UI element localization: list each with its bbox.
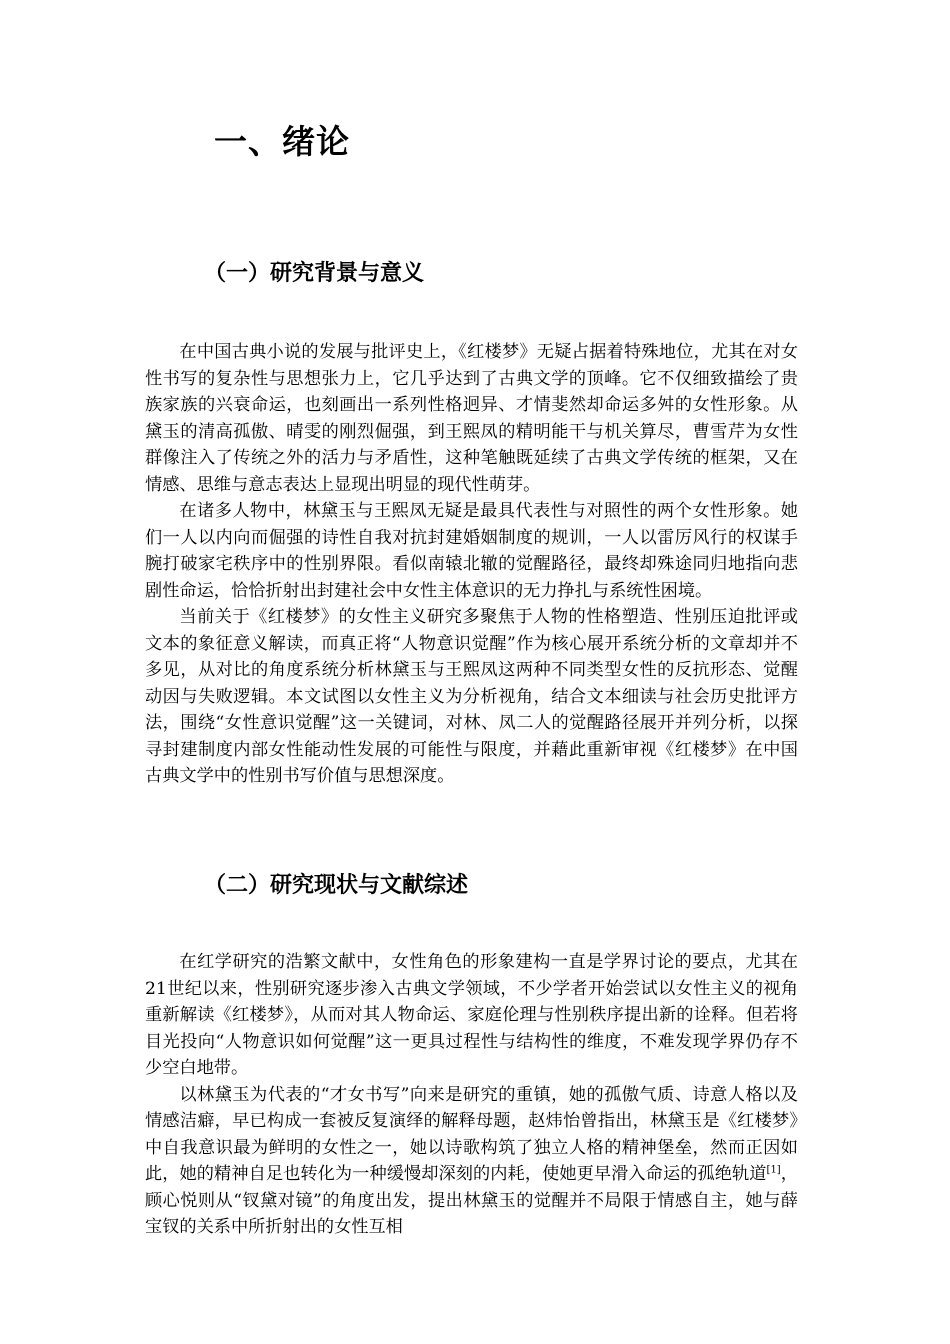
citation-marker[interactable]: [1] (766, 1164, 781, 1176)
paragraph: 当前关于《红楼梦》的女性主义研究多聚焦于人物的性格塑造、性别压迫批评或文本的象征意义解读，而真正将“人物意识觉醒”作为核心展开系统分析的文章却并不多见，从对比的角度系统分析林黛玉与王熙凤这两种不同类型女性的反抗形态、觉醒动因与失败逻辑。本文试图以女性主义为分析视角，结合文本细读与社会历史批评方法，围绕“女性意识觉醒”这一关键词，对林、凤二人的觉醒路径展开并列分析，以探寻封建制度内部女性能动性发展的可能性与限度，并藉此重新审视《红楼梦》在中国古典文学中的性别书写价值与思想深度。 (145, 607, 798, 786)
paragraph-with-citation (145, 1082, 798, 1241)
paragraph: 在红学研究的浩繁文献中，女性角色的形象建构一直是学界讨论的要点，尤其在21世纪以来，性别研究逐步渗入古典文学领域，不少学者开始尝试以女性主义的视角重新解读《红楼梦》，从而对其人物命运、家庭伦理与性别秩序提出新的诠释。但若将目光投向“人物意识如何觉醒”这一更具过程性与结构性的维度，不难发现学界仍存不少空白地带。 (145, 952, 798, 1078)
paragraph: 在中国古典小说的发展与批评史上，《红楼梦》无疑占据着特殊地位，尤其在对女性书写的复杂性与思想张力上，它几乎达到了古典文学的顶峰。它不仅细致描绘了贵族家族的兴衰命运，也刻画出一系列性格迥异、才情斐然却命运多舛的女性形象。从黛玉的清高孤傲、晴雯的刚烈倔强，到王熙凤的精明能干与机关算尽，曹雪芹为女性群像注入了传统之外的活力与矛盾性，这种笔触既延续了古典文学传统的框架，又在情感、思维与意志表达上显现出明显的现代性萌芽。 (145, 342, 798, 495)
section-heading-background: （一）研究背景与意义 (204, 261, 425, 286)
section-body-background (145, 339, 798, 790)
section-heading-literature-review: （二）研究现状与文献综述 (204, 873, 469, 898)
chapter-title: 一、绪论 (214, 122, 350, 161)
paragraph: 在诸多人物中，林黛玉与王熙凤无疑是最具代表性与对照性的两个女性形象。她们一人以内向而倔强的诗性自我对抗封建婚姻制度的规训，一人以雷厉风行的权谋手腕打破家宅秩序中的性别界限。看似南辕北辙的觉醒路径，最终却殊途同归地指向悲剧性命运，恰恰折射出封建社会中女性主体意识的无力挣扎与系统性困境。 (145, 501, 798, 601)
section-body-literature-review (145, 949, 798, 1241)
paragraph-text: 以林黛玉为代表的“才女书写”向来是研究的重镇，她的孤傲气质、诗意人格以及情感洁癖，早已构成一套被反复演绎的解释母题，赵炜怡曾指出，林黛玉是《红楼梦》中自我意识最为鲜明的女性之一，她以诗歌构筑了独立人格的精神堡垒，然而正因如此，她的精神自足也转化为一种缓慢却深刻的内耗，使她更早滑入命运的孤绝轨道 (145, 1084, 798, 1184)
paragraph-text: ，顾心悦则从“钗黛对镜”的角度出发，提出林黛玉的觉醒并不局限于情感自主，她与薛宝钗的关系中所折射出的女性互相 (145, 1164, 798, 1237)
